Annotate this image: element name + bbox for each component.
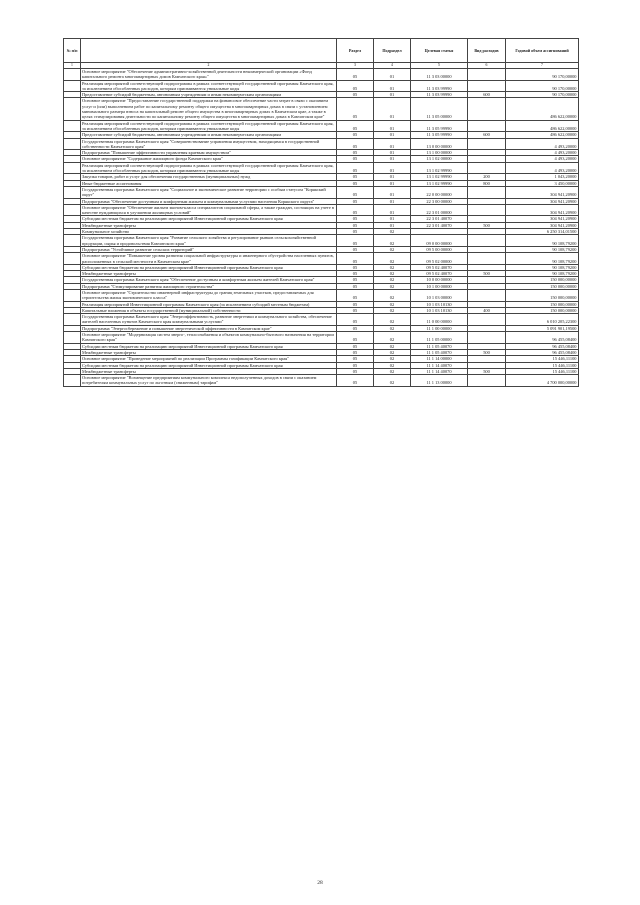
podrazdel-cell: 02: [374, 289, 411, 301]
podrazdel-cell: 01: [374, 204, 411, 216]
amount-cell: 4 700 000,00000: [506, 375, 579, 387]
amount-cell: 486 622,00000: [506, 132, 579, 138]
razdel-cell: 05: [337, 120, 374, 132]
target-article-cell: 11 1 14 00000: [411, 356, 468, 362]
amount-cell: 4 493,20000: [506, 156, 579, 162]
razdel-cell: 05: [337, 198, 374, 204]
column-number: 6: [468, 63, 506, 69]
razdel-cell: 05: [337, 98, 374, 120]
item-name-cell: Государственная программа Камчатского края "Энергоэффективность, развитие энергетики и коммунального хозяйства, обеспечение жителей населенных пунктов Камчатского края коммунальными услугами": [81, 314, 337, 326]
podrazdel-cell: 01: [374, 216, 411, 222]
podrazdel-cell: 02: [374, 283, 411, 289]
column-number: 2: [81, 63, 337, 69]
item-name-cell: Подпрограмма "Стимулирование развития жилищного строительства": [81, 283, 337, 289]
podrazdel-cell: 01: [374, 138, 411, 150]
amount-cell: 96 455,08400: [506, 349, 579, 355]
item-name-cell: Субсидии местным бюджетам на реализацию мероприятий Инвестиционной программы Камчатского края: [81, 264, 337, 270]
podrazdel-cell: 02: [374, 332, 411, 344]
item-name-cell: Субсидии местным бюджетам на реализацию мероприятий Инвестиционной программы Камчатского края: [81, 216, 337, 222]
item-name-cell: Капитальные вложения в объекты государственной (муниципальной) собственности: [81, 307, 337, 313]
expense-type-cell: [468, 138, 506, 150]
target-article-cell: 11 1 05 40070: [411, 343, 468, 349]
razdel-cell: 05: [337, 235, 374, 247]
expense-type-cell: 500: [468, 349, 506, 355]
table-row: [64, 120, 579, 132]
amount-cell: 90 108,79200: [506, 246, 579, 252]
item-name-cell: Иные бюджетные ассигнования: [81, 180, 337, 186]
amount-cell: 4 493,20000: [506, 150, 579, 156]
razdel-cell: 05: [337, 92, 374, 98]
target-article-cell: 11 1 05 00000: [411, 332, 468, 344]
podrazdel-cell: 02: [374, 368, 411, 374]
row-number-cell: [64, 375, 81, 387]
amount-cell: 15 446,11100: [506, 368, 579, 374]
table-row: [64, 204, 579, 216]
podrazdel-cell: 02: [374, 356, 411, 362]
expense-type-cell: 500: [468, 222, 506, 228]
razdel-cell: 05: [337, 314, 374, 326]
table-row: [64, 162, 579, 174]
item-name-cell: Государственная программа Камчатского края "Развитие сельского хозяйства и регулирование рынков сельскохозяйственной продукции, сырья и продовольствия Камчатского края": [81, 235, 337, 247]
target-article-cell: 11 3 03 00000: [411, 69, 468, 81]
target-article-cell: 10 1 03 00000: [411, 289, 468, 301]
expense-type-cell: [468, 289, 506, 301]
row-number-cell: [64, 186, 81, 198]
target-article-cell: 13 1 02 99990: [411, 174, 468, 180]
item-name-cell: Подпрограмма "Устойчивое развитие сельских территорий": [81, 246, 337, 252]
item-name-cell: Предоставление субсидий бюджетным, автономным учреждениям и иным некоммерческим организациям: [81, 92, 337, 98]
podrazdel-cell: 02: [374, 325, 411, 331]
item-name-cell: Основное мероприятие "Строительство инженерной инфраструктуры до границ земельных участков, предоставляемых для строительства жилья экономического класса": [81, 289, 337, 301]
podrazdel-cell: 02: [374, 277, 411, 283]
target-article-cell: 09 5 00 00000: [411, 246, 468, 252]
amount-cell: 304 941,20900: [506, 222, 579, 228]
table-row: [64, 98, 579, 120]
razdel-cell: 05: [337, 186, 374, 198]
amount-cell: 150 000,00000: [506, 277, 579, 283]
razdel-cell: 05: [337, 349, 374, 355]
row-number-cell: [64, 162, 81, 174]
target-article-cell: 11 3 05 99990: [411, 132, 468, 138]
header-target-article: Целевая статья: [411, 39, 468, 63]
row-number-cell: [64, 332, 81, 344]
amount-cell: 96 455,08400: [506, 332, 579, 344]
razdel-cell: 05: [337, 69, 374, 81]
item-name-cell: Подпрограмма "Обеспечение доступным и комфортным жильем и коммунальными услугами населения Корякского округа": [81, 198, 337, 204]
header-podrazdel: Подраздел: [374, 39, 411, 63]
item-name-cell: Основное мероприятие "Повышение уровня развития социальной инфраструктуры и инженерного обустройства населенных пунктов, расположенных в сельской местности в Камчатском крае": [81, 253, 337, 265]
podrazdel-cell: 01: [374, 80, 411, 92]
amount-cell: 486 622,00000: [506, 120, 579, 132]
razdel-cell: 05: [337, 283, 374, 289]
podrazdel-cell: 01: [374, 198, 411, 204]
item-name-cell: Реализация мероприятий Инвестиционной программы Камчатского края (за исключением субсидий местным бюджетам): [81, 301, 337, 307]
razdel-cell: 05: [337, 356, 374, 362]
target-article-cell: 22 0 00 00000: [411, 186, 468, 198]
amount-cell: 90 170,00000: [506, 80, 579, 92]
podrazdel-cell: 02: [374, 235, 411, 247]
row-number-cell: [64, 289, 81, 301]
amount-cell: 90 108,79200: [506, 235, 579, 247]
target-article-cell: 13 1 02 99990: [411, 162, 468, 174]
razdel-cell: 05: [337, 150, 374, 156]
amount-cell: 150 000,00000: [506, 289, 579, 301]
header-number: № п/п: [64, 39, 81, 63]
item-name-cell: Основное мероприятие "Предоставление государственной поддержки на финансовое обеспечение части затрат в связи с оказанием услуг и (или) выполнением работ по капитальному ремонту общего имущества в многоквартирных домах в связи с установлением минимального размера взноса на капитальный ремонт общего имущества в многоквартирных домах в Камчатском крае, а также в целях стимулирования деятельности по капитальному ремонту общего имущества в многоквартирных домах в Камчатском крае": [81, 98, 337, 120]
expense-type-cell: [468, 332, 506, 344]
razdel-cell: 05: [337, 271, 374, 277]
target-article-cell: 09 5 02 40070: [411, 264, 468, 270]
podrazdel-cell: 02: [374, 246, 411, 252]
podrazdel-cell: 02: [374, 375, 411, 387]
target-article-cell: 11 3 03 99990: [411, 92, 468, 98]
table-row: [64, 235, 579, 247]
column-number: 5: [411, 63, 468, 69]
podrazdel-cell: 02: [374, 271, 411, 277]
target-article-cell: 11 1 14 40070: [411, 362, 468, 368]
target-article-cell: 09 5 02 00000: [411, 253, 468, 265]
item-name-cell: Основное мероприятие "Обеспечение административно-хозяйственной деятельности некоммерческой организации «Фонд капитального ремонта многоквартирных домов Камчатского края»": [81, 69, 337, 81]
table-row: [64, 314, 579, 326]
budget-table: [63, 38, 579, 387]
row-number-cell: [64, 69, 81, 81]
amount-cell: 15 446,11100: [506, 362, 579, 368]
item-name-cell: Субсидии местным бюджетам на реализацию мероприятий Инвестиционной программы Камчатского края: [81, 343, 337, 349]
razdel-cell: 05: [337, 222, 374, 228]
amount-cell: 304 941,20900: [506, 204, 579, 216]
expense-type-cell: [468, 120, 506, 132]
table-row: [64, 186, 579, 198]
razdel-cell: 05: [337, 264, 374, 270]
item-name-cell: Основное мероприятие "Возмещение предприятиям коммунального комплекса недополученных доходов в связи с оказанием потребителям коммунальных услуг по льготным (сниженным) тарифам": [81, 375, 337, 387]
row-number-cell: [64, 253, 81, 265]
podrazdel-cell: 01: [374, 69, 411, 81]
razdel-cell: 05: [337, 174, 374, 180]
razdel-cell: 05: [337, 301, 374, 307]
target-article-cell: 13 1 02 99990: [411, 180, 468, 186]
target-article-cell: 10 0 00 00000: [411, 277, 468, 283]
target-article-cell: 22 3 00 00000: [411, 198, 468, 204]
target-article-cell: 11 1 14 40070: [411, 368, 468, 374]
target-article-cell: 09 5 02 40070: [411, 271, 468, 277]
razdel-cell: 05: [337, 132, 374, 138]
razdel-cell: 05: [337, 246, 374, 252]
amount-cell: 90 108,79200: [506, 253, 579, 265]
podrazdel-cell: 02: [374, 343, 411, 349]
amount-cell: 304 941,20900: [506, 216, 579, 222]
target-article-cell: 11 3 05 99990: [411, 120, 468, 132]
razdel-cell: 05: [337, 156, 374, 162]
razdel-cell: 05: [337, 325, 374, 331]
amount-cell: 304 941,20900: [506, 198, 579, 204]
expense-type-cell: [468, 235, 506, 247]
target-article-cell: 13 1 02 00000: [411, 156, 468, 162]
razdel-cell: 05: [337, 180, 374, 186]
header-row: [64, 39, 579, 63]
podrazdel-cell: 01: [374, 156, 411, 162]
razdel-cell: 05: [337, 375, 374, 387]
amount-cell: 150 000,00000: [506, 283, 579, 289]
target-article-cell: 13 0 00 00000: [411, 138, 468, 150]
item-name-cell: Государственная программа Камчатского края "Обеспечение доступным и комфортным жильем жителей Камчатского края": [81, 277, 337, 283]
expense-type-cell: [468, 186, 506, 198]
amount-cell: 486 622,00000: [506, 98, 579, 120]
target-article-cell: 22 3 01 40070: [411, 222, 468, 228]
expense-type-cell: [468, 204, 506, 216]
target-article-cell: 11 0 00 00000: [411, 314, 468, 326]
amount-cell: 4 493,20000: [506, 162, 579, 174]
item-name-cell: Основное мероприятие "Проведение мероприятий по реализации Программы газификации Камчатского края": [81, 356, 337, 362]
target-article-cell: 11 1 00 00000: [411, 325, 468, 331]
item-name-cell: Закупка товаров, работ и услуг для обеспечения государственных (муниципальных) нужд: [81, 174, 337, 180]
header-name: [81, 39, 337, 63]
table-row: [64, 375, 579, 387]
amount-cell: 6 010 205,22300: [506, 314, 579, 326]
target-article-cell: 11 1 13 00000: [411, 375, 468, 387]
podrazdel-cell: 02: [374, 307, 411, 313]
target-article-cell: 10 1 03 10130: [411, 301, 468, 307]
target-article-cell: 11 1 05 40070: [411, 349, 468, 355]
razdel-cell: 05: [337, 343, 374, 349]
expense-type-cell: [468, 375, 506, 387]
podrazdel-cell: 01: [374, 180, 411, 186]
amount-cell: 90 108,79200: [506, 271, 579, 277]
budget-sheet: [63, 38, 578, 387]
amount-cell: 15 446,11100: [506, 356, 579, 362]
podrazdel-cell: 02: [374, 349, 411, 355]
target-article-cell: 09 0 00 00000: [411, 235, 468, 247]
podrazdel-cell: 01: [374, 162, 411, 174]
razdel-cell: 05: [337, 289, 374, 301]
razdel-cell: 05: [337, 253, 374, 265]
expense-type-cell: [468, 98, 506, 120]
podrazdel-cell: 02: [374, 229, 411, 235]
item-name-cell: Государственная программа Камчатского края "Совершенствование управления имуществом, находящимся в государственной собственности Камчатского края": [81, 138, 337, 150]
row-number-cell: [64, 138, 81, 150]
row-number-cell: [64, 204, 81, 216]
column-number: 7: [506, 63, 579, 69]
row-number-cell: [64, 98, 81, 120]
razdel-cell: 05: [337, 332, 374, 344]
header-expense-type: Вид расходов: [468, 39, 506, 63]
column-number: 4: [374, 63, 411, 69]
podrazdel-cell: 02: [374, 253, 411, 265]
razdel-cell: 05: [337, 229, 374, 235]
expense-type-cell: 200: [468, 174, 506, 180]
table-row: [64, 332, 579, 344]
podrazdel-cell: 01: [374, 174, 411, 180]
amount-cell: 1 043,20000: [506, 174, 579, 180]
razdel-cell: 05: [337, 362, 374, 368]
podrazdel-cell: 02: [374, 314, 411, 326]
table-row: [64, 80, 579, 92]
razdel-cell: 05: [337, 204, 374, 216]
podrazdel-cell: 02: [374, 362, 411, 368]
razdel-cell: 05: [337, 307, 374, 313]
expense-type-cell: [468, 80, 506, 92]
expense-type-cell: [468, 314, 506, 326]
podrazdel-cell: 01: [374, 186, 411, 198]
item-name-cell: Межбюджетные трансферты: [81, 271, 337, 277]
table-row: [64, 289, 579, 301]
podrazdel-cell: 01: [374, 150, 411, 156]
target-article-cell: 11 3 05 00000: [411, 98, 468, 120]
podrazdel-cell: 01: [374, 132, 411, 138]
razdel-cell: 05: [337, 80, 374, 92]
row-number-cell: [64, 120, 81, 132]
razdel-cell: 05: [337, 368, 374, 374]
amount-cell: 304 941,20900: [506, 186, 579, 198]
amount-cell: 6 250 314,01500: [506, 229, 579, 235]
item-name-cell: Субсидии местным бюджетам на реализацию мероприятий Инвестиционной программы Камчатского края: [81, 362, 337, 368]
amount-cell: 96 455,08400: [506, 343, 579, 349]
page-number: 28: [317, 880, 323, 886]
amount-cell: 90 170,00000: [506, 92, 579, 98]
podrazdel-cell: 01: [374, 222, 411, 228]
expense-type-cell: 500: [468, 271, 506, 277]
target-article-cell: 11 3 03 99990: [411, 80, 468, 92]
podrazdel-cell: 02: [374, 264, 411, 270]
column-number: 1: [64, 63, 81, 69]
target-article-cell: 22 3 01 00000: [411, 204, 468, 216]
table-row: [64, 138, 579, 150]
item-name-cell: Основное мероприятие "Модернизация систем энерго-, теплоснабжения и объектов коммунально-бытового назначения на территории Камчатского края": [81, 332, 337, 344]
expense-type-cell: 600: [468, 92, 506, 98]
item-name-cell: Реализация мероприятий соответствующей подпрограммы в рамках соответствующей государственной программы Камчатского края, за исключением обособленных расходов, которым присваиваются уникальные коды: [81, 80, 337, 92]
podrazdel-cell: 02: [374, 301, 411, 307]
item-name-cell: Реализация мероприятий соответствующей подпрограммы в рамках соответствующей государственной программы Камчатского края, за исключением обособленных расходов, которым присваиваются уникальные коды: [81, 162, 337, 174]
item-name-cell: Предоставление субсидий бюджетным, автономным учреждениям и иным некоммерческим организациям: [81, 132, 337, 138]
item-name-cell: Реализация мероприятий соответствующей подпрограммы в рамках соответствующей государственной программы Камчатского края, за исключением обособленных расходов, которым присваиваются уникальные коды: [81, 120, 337, 132]
table-row: [64, 253, 579, 265]
target-article-cell: 22 3 01 40070: [411, 216, 468, 222]
amount-cell: 90 108,79200: [506, 264, 579, 270]
razdel-cell: 05: [337, 216, 374, 222]
expense-type-cell: [468, 253, 506, 265]
item-name-cell: Государственная программа Камчатского края "Социальное и экономическое развитие территории с особым статусом "Корякский округ": [81, 186, 337, 198]
item-name-cell: Межбюджетные трансферты: [81, 222, 337, 228]
target-article-cell: 10 1 03 10130: [411, 307, 468, 313]
expense-type-cell: 500: [468, 368, 506, 374]
amount-cell: 150 000,00000: [506, 301, 579, 307]
expense-type-cell: [468, 69, 506, 81]
razdel-cell: 05: [337, 162, 374, 174]
row-number-cell: [64, 80, 81, 92]
expense-type-cell: 600: [468, 132, 506, 138]
row-number-cell: [64, 314, 81, 326]
podrazdel-cell: 01: [374, 98, 411, 120]
razdel-cell: 05: [337, 277, 374, 283]
amount-cell: 90 170,00000: [506, 69, 579, 81]
target-article-cell: 13 1 00 00000: [411, 150, 468, 156]
row-number-cell: [64, 235, 81, 247]
item-name-cell: Межбюджетные трансферты: [81, 349, 337, 355]
amount-cell: 5 091 901,19500: [506, 325, 579, 331]
item-name-cell: Основное мероприятие "Обеспечение жильем эконом-класса специалистов социальной сферы, а также граждан, состоящих на учете в качестве нуждающихся в улучшении жилищных условий": [81, 204, 337, 216]
header-razdel: Раздел: [337, 39, 374, 63]
item-name-cell: Межбюджетные трансферты: [81, 368, 337, 374]
item-name-cell: Коммунальное хозяйство: [81, 229, 337, 235]
expense-type-cell: 800: [468, 180, 506, 186]
table-body: [64, 69, 579, 387]
table-row: [64, 69, 579, 81]
amount-cell: 3 450,00000: [506, 180, 579, 186]
amount-cell: 150 000,00000: [506, 307, 579, 313]
target-article-cell: 10 1 00 00000: [411, 283, 468, 289]
razdel-cell: 05: [337, 138, 374, 150]
podrazdel-cell: 01: [374, 120, 411, 132]
item-name-cell: Подпрограмма "Повышение эффективности управления краевым имуществом": [81, 150, 337, 156]
amount-cell: 4 493,20000: [506, 138, 579, 150]
item-name-cell: Основное мероприятие "Содержание жилищного фонда Камчатского края": [81, 156, 337, 162]
expense-type-cell: 400: [468, 307, 506, 313]
header-annual-amount: Годовой объем ассигнований: [506, 39, 579, 63]
item-name-cell: Подпрограмма "Энергосбережение и повышение энергетической эффективности в Камчатском крае": [81, 325, 337, 331]
expense-type-cell: [468, 162, 506, 174]
column-number: 3: [337, 63, 374, 69]
podrazdel-cell: 01: [374, 92, 411, 98]
